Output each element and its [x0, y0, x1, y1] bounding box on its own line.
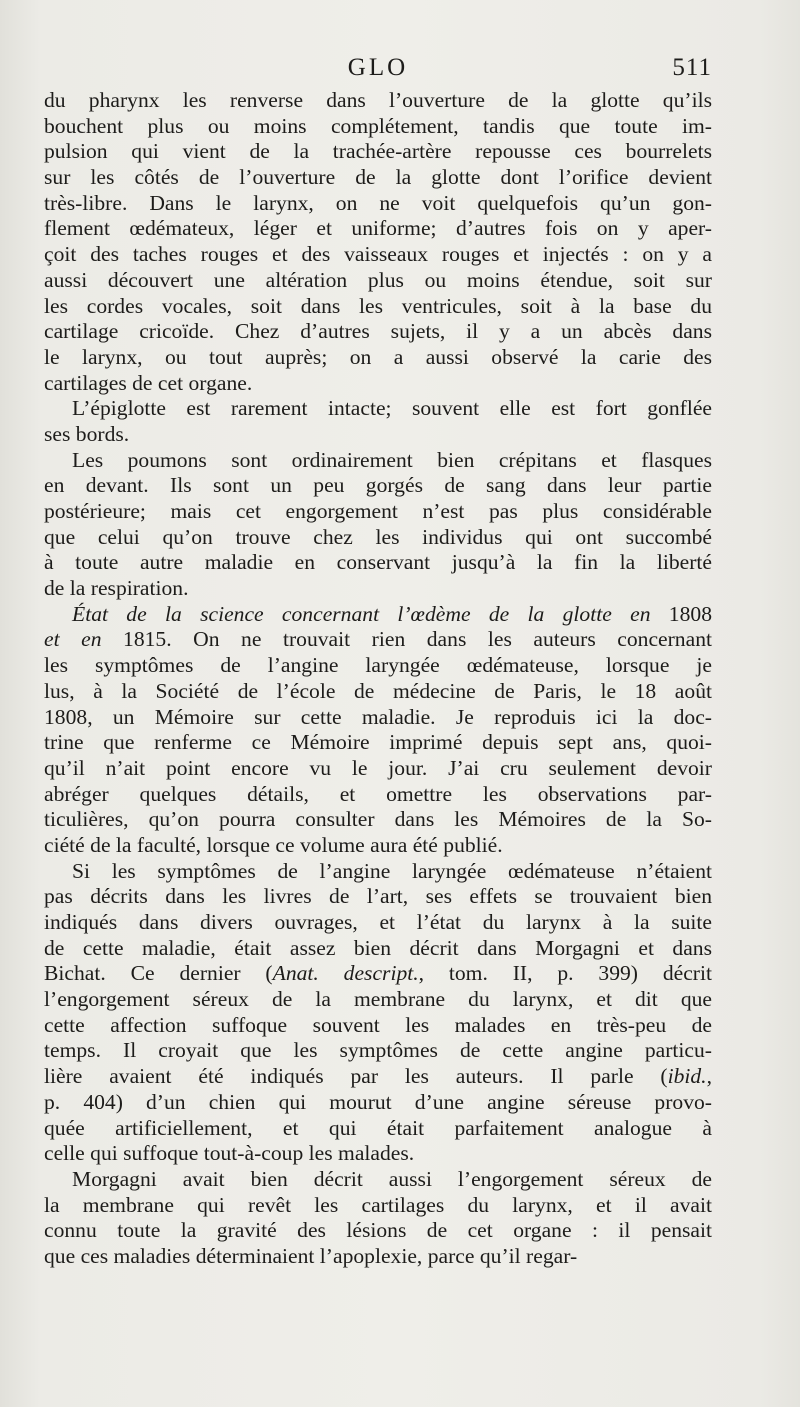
text-line: çoit des taches rouges et des vaisseaux rouges et injectés : on y a [44, 242, 712, 267]
text-line: indiqués dans divers ouvrages, et l’état du larynx à la suite [44, 910, 712, 934]
body-text [44, 88, 712, 1270]
text-line: L’épiglotte est rarement intacte; souvent elle est fort gonflée [72, 396, 712, 421]
text-line: quée artificiellement, et qui était parfaitement analogue à [44, 1115, 712, 1140]
text-line: Si les symptômes de l’angine laryngée œdémateuse n’étaient [72, 858, 712, 883]
text-line: connu toute la gravité des lésions de cet organe : il pensait [44, 1218, 712, 1243]
running-head: GLO [347, 54, 409, 81]
text-line: aussi découvert une altération plus ou moins étendue, soit sur [44, 267, 712, 292]
text-line: de la respiration. [44, 576, 189, 601]
text-line: ticulières, qu’on pourra consulter dans les Mémoires de la So- [44, 807, 712, 832]
paragraph [44, 88, 712, 396]
text-line: Morgagni avait bien décrit aussi l’engorgement séreux de [72, 1166, 712, 1191]
text-line: pas décrits dans les livres de l’art, ses effets se trouvaient bien [44, 884, 712, 909]
text-line: à toute autre maladie en conservant jusqu’à la fin la liberté [44, 550, 712, 575]
text-line: celle qui suffoque tout-à-coup les malades. [44, 1141, 415, 1166]
paragraph [44, 1167, 712, 1270]
text-line: l’engorgement séreux de la membrane du larynx, et dit que [44, 987, 712, 1012]
page-header [44, 54, 712, 86]
text-line: les symptômes de l’angine laryngée œdémateuse, lorsque je [44, 653, 712, 678]
text-line: le larynx, ou tout auprès; on a aussi observé la carie des [44, 344, 712, 369]
text-line: lière avaient été indiqués par les auteurs. Il parle (ibid., [44, 1064, 712, 1089]
text-line: abréger quelques détails, et omettre les observations par- [44, 781, 712, 806]
paragraph [44, 602, 712, 859]
text-line: de cette maladie, était assez bien décrit dans Morgagni et dans [44, 935, 712, 960]
text-line: sur les côtés de l’ouverture de la glotte dont l’orifice devient [44, 165, 712, 190]
text-line: pulsion qui vient de la trachée-artère repousse ces bourrelets [44, 139, 712, 164]
text-line: ciété de la faculté, lorsque ce volume aura été publié. [44, 832, 503, 857]
text-line: trine que renferme ce Mémoire imprimé depuis sept ans, quoi- [44, 730, 712, 755]
text-line: les cordes vocales, soit dans les ventricules, soit à la base du [44, 293, 712, 318]
text-line: bouchent plus ou moins complétement, tandis que toute im- [44, 113, 712, 138]
text-line: qu’il n’ait point encore vu le jour. J’ai cru seulement devoir [44, 755, 712, 780]
text-line: cartilages de cet organe. [44, 370, 253, 395]
text-line: cette affection suffoque souvent les malades en très-peu de [44, 1012, 712, 1037]
text-line: en devant. Ils sont un peu gorgés de sang dans leur partie [44, 473, 712, 498]
text-line: 1808, un Mémoire sur cette maladie. Je reproduis ici la doc- [44, 704, 712, 729]
text-line: flement œdémateux, léger et uniforme; d’autres fois on y aper- [44, 216, 712, 241]
paragraph [44, 859, 712, 1167]
text-line: Bichat. Ce dernier (Anat. descript., tom. II, p. 399) décrit [44, 961, 712, 986]
text-line: que celui qu’on trouve chez les individus qui ont succombé [44, 524, 712, 549]
text-line: Les poumons sont ordinairement bien crépitans et flasques [72, 447, 712, 472]
text-line: très-libre. Dans le larynx, on ne voit quelquefois qu’un gon- [44, 190, 712, 215]
text-line: État de la science concernant l’œdème de la glotte en 1808 [72, 601, 712, 626]
text-line: postérieure; mais cet engorgement n’est pas plus considérable [44, 499, 712, 523]
text-line: temps. Il croyait que les symptômes de cette angine particu- [44, 1038, 712, 1063]
page-number: 511 [672, 54, 712, 81]
text-line: la membrane qui revêt les cartilages du larynx, et il avait [44, 1192, 712, 1217]
text-line: et en 1815. On ne trouvait rien dans les auteurs concernant [44, 627, 712, 652]
text-line: lus, à la Société de l’école de médecine de Paris, le 18 août [44, 678, 712, 703]
text-line: que ces maladies déterminaient l’apoplexie, parce qu’il regar- [44, 1243, 578, 1268]
text-line: cartilage cricoïde. Chez d’autres sujets, il y a un abcès dans [44, 319, 712, 344]
text-line: ses bords. [44, 421, 130, 446]
text-line: du pharynx les renverse dans l’ouverture de la glotte qu’ils [44, 88, 712, 112]
paragraph [44, 396, 712, 447]
text-line: p. 404) d’un chien qui mourut d’une angine séreuse provo- [44, 1089, 712, 1114]
paragraph [44, 448, 712, 602]
